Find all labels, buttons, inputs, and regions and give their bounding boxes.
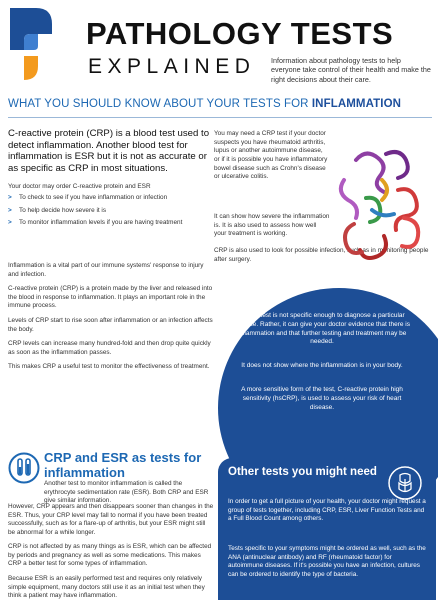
- body-paragraph: CRP levels can increase many hundred-fold and then drop quite quickly as soon as the inflammation passes.: [8, 340, 211, 356]
- intro-text: Your doctor may order C-reactive protein and ESR: [8, 183, 151, 190]
- protein-structure-icon: [326, 140, 434, 268]
- circle-text: A more sensitive form of the test, C-reactive protein high sensitivity (hsCRP), is used to assess your risk of heart disease.: [241, 386, 403, 411]
- body-paragraph: CRP is also used to look for possible infection, such as in monitoring people after surgery.: [214, 247, 429, 263]
- body-paragraph: You may need a CRP test if your doctor suspects you have rheumatoid arthritis, lupus or another autoimmune disease, or if it is possible you have inflammatory bowel disease such as Crohn's disease or ulcerative colitis.: [214, 130, 328, 181]
- page-header: [0, 0, 438, 92]
- circle-text: It does not show where the inflammation is in your body.: [241, 362, 403, 369]
- body-paragraph: CRP is not affected by as many things as is ESR, which can be affected by periods and pregnancy as well as some medications. This makes CRP a better test for some types of inflammation.: [8, 543, 212, 568]
- body-paragraph: Because ESR is an easily performed test and requires only relatively simple equipment, many doctors still use it as an initial test when they think a patient may have inflammation.: [8, 575, 205, 600]
- circle-text: A CRP test is not specific enough to diagnose a particular disease. Rather, it can give your doctor evidence that there is inflammation and that further testing and treatment may be needed.: [234, 312, 410, 346]
- other-tests-text: Tests specific to your symptoms might be ordered as well, such as the ANA (antinuclear antibody) and RF (rheumatoid factor) for autoimmune diseases. If it's possible you have an infection, cultures can be ordered to identify the type of bacteria.: [228, 545, 426, 578]
- test-tube-icon: [8, 452, 40, 484]
- headline-emphasis: INFLAMMATION: [311, 98, 402, 110]
- list-item: > To monitor inflammation levels if you are having treatment: [8, 219, 214, 228]
- list-item: > To help decide how severe it is: [8, 207, 214, 216]
- page-subtitle: EXPLAINED: [88, 55, 256, 78]
- lead-paragraph: C-reactive protein (CRP) is a blood test used to detect inflammation. Another blood test for inflammation is ESR but it is not as accurate or as specific as CRP in most situations.: [8, 128, 210, 175]
- page-title: PATHOLOGY TESTS: [86, 16, 394, 51]
- body-paragraph: Levels of CRP start to rise soon after inflammation or an infection affects the body.: [8, 317, 213, 333]
- body-paragraph: This makes CRP a useful test to monitor the effectiveness of treatment.: [8, 363, 210, 370]
- header-tagline: Information about pathology tests to help everyone take control of their health and make the right decisions about their care.: [271, 56, 431, 84]
- other-tests-title: Other tests you might need: [228, 466, 377, 478]
- body-paragraph: Another test to monitor inflammation is called the erythrocyte sedimentation rate (ESR). Both CRP and ESR give similar information.: [44, 480, 209, 505]
- body-organs-icon: [388, 466, 422, 500]
- reasons-list: [8, 194, 214, 232]
- body-paragraph: C-reactive protein (CRP) is a protein made by the liver and released into the blood in response to inflammation. It plays an important role in the immune process.: [8, 285, 213, 310]
- list-item: > To check to see if you have inflammation or infection: [8, 194, 214, 203]
- section-headline: WHAT YOU SHOULD KNOW ABOUT YOUR TESTS FOR INFLAMMATION: [8, 98, 402, 110]
- body-paragraph: However, CRP appears and then disappears sooner than changes in the ESR. Thus, your CRP level may fall to normal if you have been treated successfully, such as for a flare-up of arthritis, but your ESR might still be abnormal for a while longer.: [8, 503, 214, 536]
- other-tests-text: In order to get a full picture of your health, your doctor might request a group of tests together, including CRP, ESR, Liver Function Tests and a Full Blood Count among others.: [228, 498, 426, 523]
- brand-logo-icon: [6, 6, 54, 82]
- subsection-title: CRP and ESR as tests for inflammation: [44, 450, 202, 480]
- divider: [8, 117, 432, 118]
- body-paragraph: Inflammation is a vital part of our immune systems' response to injury and infection.: [8, 262, 204, 278]
- body-paragraph: It can show how severe the inflammation is. It is also used to assess how well your treatment is working.: [214, 213, 330, 238]
